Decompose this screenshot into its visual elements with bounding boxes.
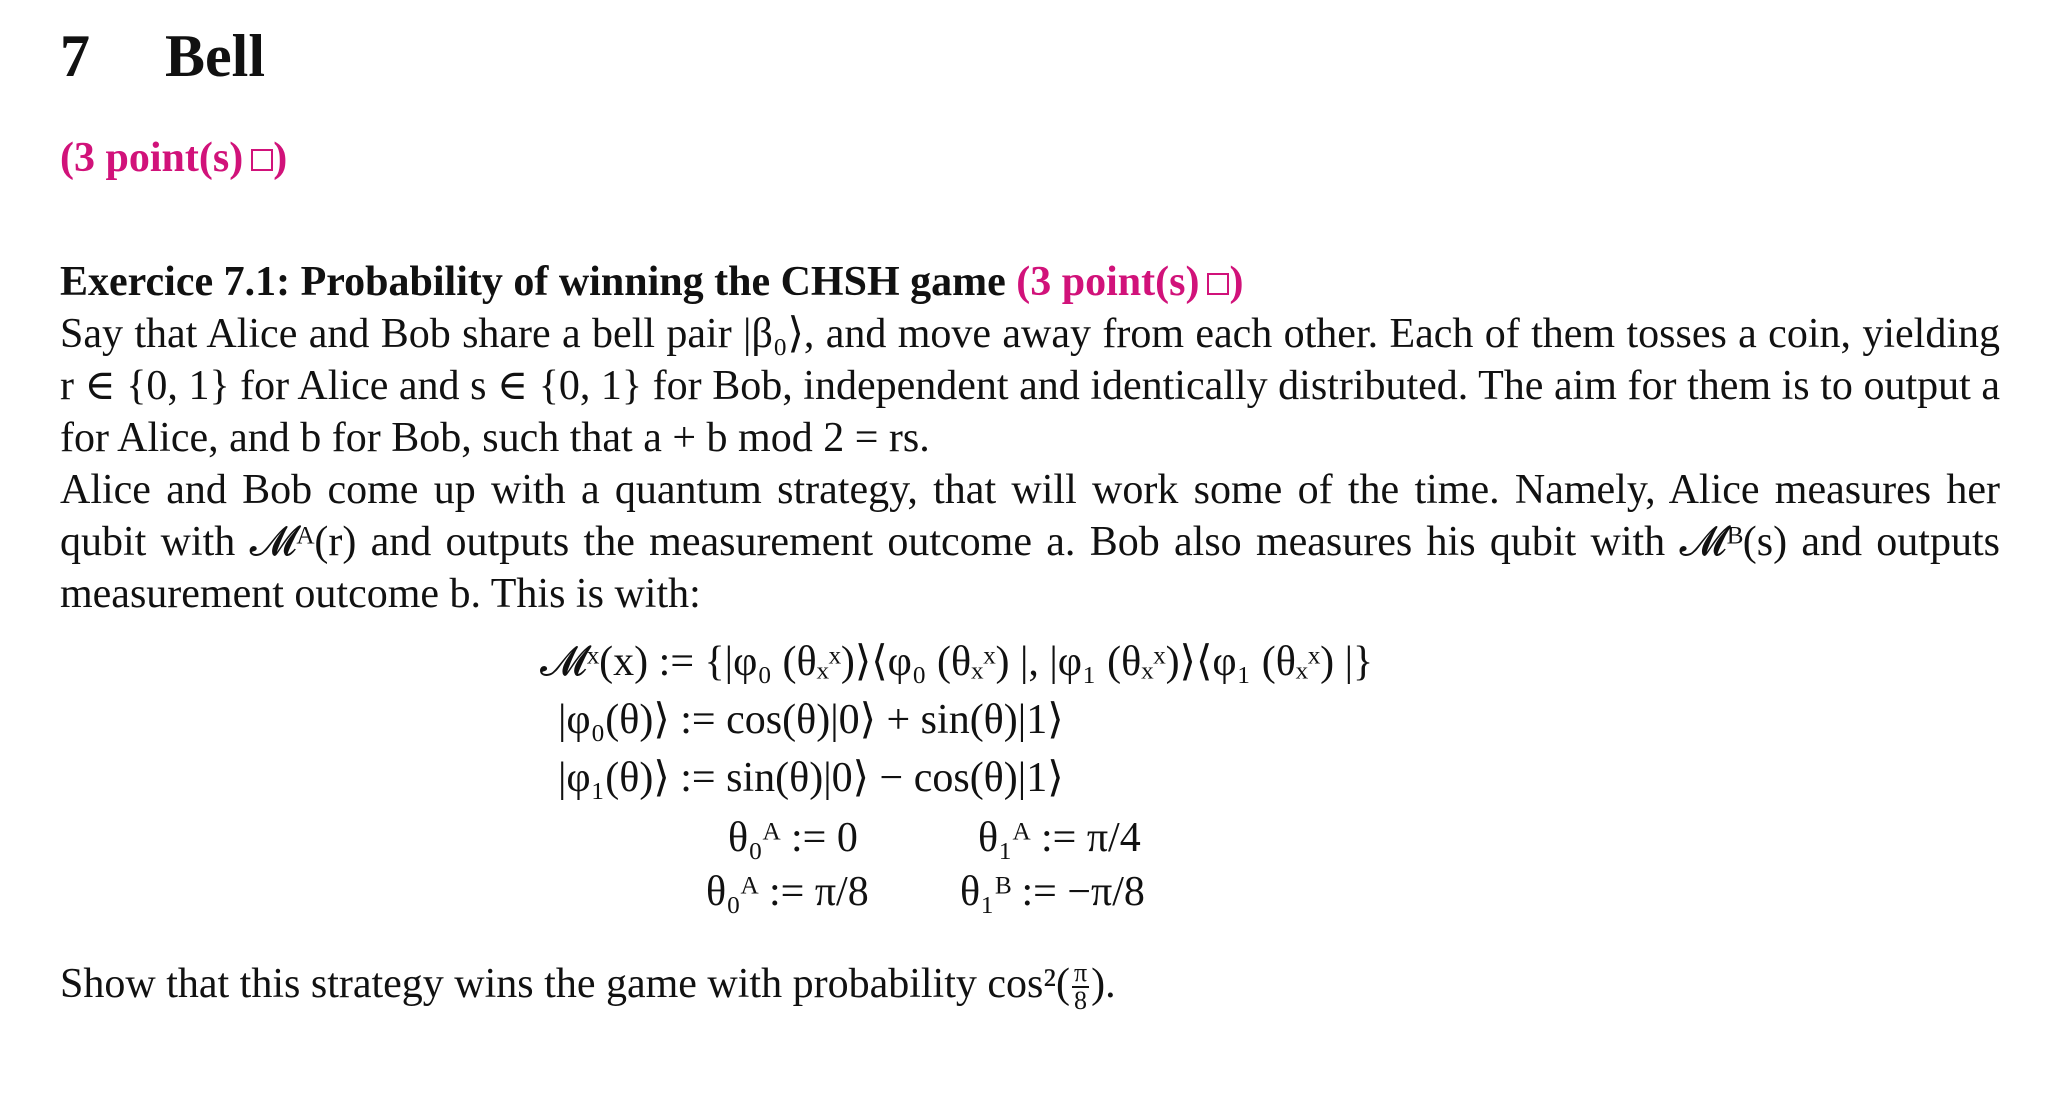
equation-theta1-alice: θ₁ᴬ := π/4: [978, 815, 1141, 861]
equation-phi0: |φ₀(θ)⟩ := cos(θ)|0⟩ + sin(θ)|1⟩: [558, 697, 1064, 743]
section-heading: [60, 22, 265, 91]
conclusion-sentence: Show that this strategy wins the game with probability cos²( $\frac{\pi}{8}$ ).: [60, 958, 1116, 1016]
section-points-label: (3 point(s): [60, 135, 244, 181]
conclusion-text: Show that this strategy wins the game with probability cos²(: [60, 961, 1070, 1007]
section-points-checkbox[interactable]: [251, 149, 273, 171]
section-points: (3 point(s) ): [60, 135, 288, 181]
exercise-points: (3 point(s) ): [1016, 259, 1244, 305]
section-title: Bell: [165, 23, 265, 89]
section-number: 7: [60, 23, 90, 89]
exercise-heading: [60, 256, 2000, 308]
exercise-paragraph-1: Say that Alice and Bob share a bell pair |β₀⟩, and move away from each other. Each of them tosses a coin, yielding r ∈ {0, 1} for Alice and s ∈ {0, 1} for Bob, independent and identically distributed. The aim for them is to output a for Alice, and b for Bob, such that a + b mod 2 = rs.: [60, 311, 2000, 461]
equation-theta0-alice: θ₀ᴬ := 0: [728, 815, 858, 861]
equation-theta1-bob: θ₁ᴮ := −π/8: [960, 869, 1145, 915]
exercise-paragraph-2: Alice and Bob come up with a quantum strategy, that will work some of the time. Namely, Alice measures her qubit with 𝓜ᴬ(r) and outputs the measurement outcome a. Bob also measures his qubit with 𝓜ᴮ(s) and outputs measurement outcome b. This is with:: [60, 467, 2000, 617]
equation-phi1: |φ₁(θ)⟩ := sin(θ)|0⟩ − cos(θ)|1⟩: [558, 755, 1064, 801]
equation-measurement: 𝓜ˣ(x) := {|φ₀ (θₓˣ)⟩⟨φ₀ (θₓˣ) |, |φ₁ (θₓˣ)⟩⟨φ₁ (θₓˣ) |}: [540, 639, 1374, 685]
fraction-pi-over-8: $\frac{\pi}{8}$: [1073, 958, 1088, 1016]
exercise-title: Exercice 7.1: Probability of winning the CHSH game: [60, 259, 1006, 305]
exercise-block: [60, 256, 2000, 620]
equation-theta0-bob: θ₀ᴬ := π/8: [706, 869, 869, 915]
exercise-points-checkbox[interactable]: [1207, 273, 1229, 295]
